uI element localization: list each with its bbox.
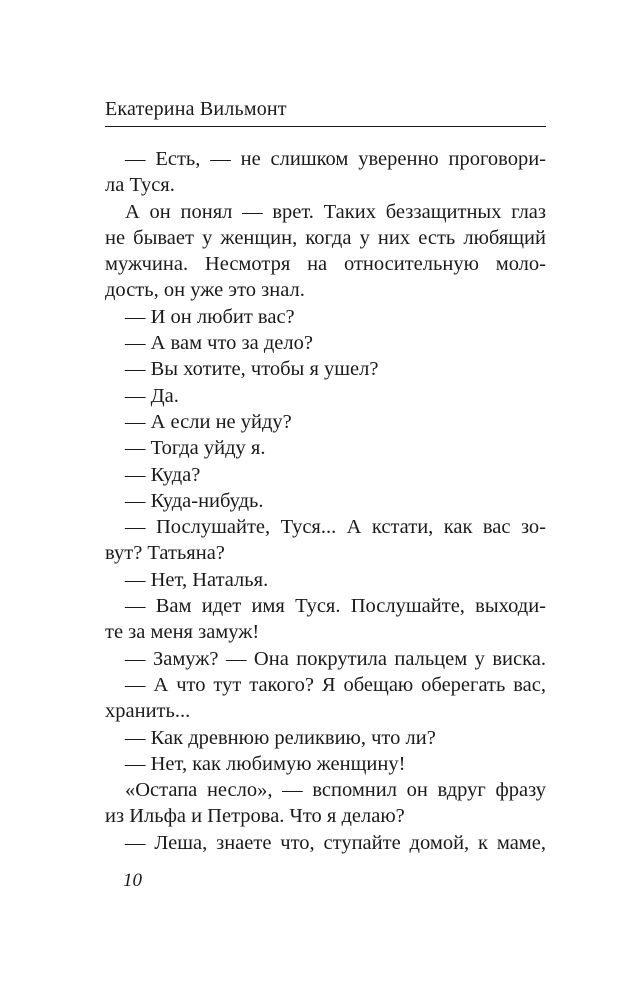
running-head: Екатерина Вильмонт — [105, 98, 287, 120]
text-line: не бывает у женщин, когда у них есть любящий — [105, 226, 546, 249]
text-line: из Ильфа и Петрова. Что я делаю? — [105, 805, 405, 828]
header-rule — [105, 126, 546, 127]
page-number: 10 — [123, 870, 142, 891]
text-line: — Вы хотите, чтобы я ушел? — [125, 358, 379, 381]
text-line: — Куда-нибудь. — [125, 489, 264, 512]
text-line: те за меня замуж! — [105, 621, 260, 644]
text-line: — А что тут такого? Я обещаю оберегать вас, — [125, 673, 546, 696]
text-line: — И он любит вас? — [125, 305, 295, 328]
text-line: — Вам идет имя Туся. Послушайте, выходи- — [125, 595, 546, 618]
body-text — [105, 146, 546, 856]
text-line: — Леша, знаете что, ступайте домой, к маме, — [125, 831, 546, 854]
text-line: — Да. — [125, 384, 179, 407]
text-line: — Есть, — не слишком уверенно проговори- — [125, 148, 546, 170]
text-line: — Как древнюю реликвию, что ли? — [125, 726, 436, 749]
text-line: — Замуж? — Она покрутила пальцем у виска. — [125, 647, 546, 670]
text-line: — А вам что за дело? — [125, 332, 313, 355]
text-line: — А если не уйду? — [125, 410, 292, 433]
text-line: дость, он уже это знал. — [105, 279, 305, 302]
text-line: — Куда? — [125, 463, 201, 486]
text-line: — Нет, Наталья. — [125, 568, 269, 591]
text-line: мужчина. Несмотря на относительную моло- — [105, 253, 546, 276]
text-line: ла Туся. — [105, 174, 175, 197]
text-line: — Нет, как любимую женщину! — [125, 752, 406, 775]
text-line: вут? Татьяна? — [105, 542, 225, 565]
text-line: «Остапа несло», — вспомнил он вдруг фразу — [125, 779, 546, 802]
text-line: — Тогда уйду я. — [125, 437, 266, 460]
text-line: А он понял — врет. Таких беззащитных глаз — [125, 200, 546, 223]
text-line: — Послушайте, Туся... А кстати, как вас зо- — [125, 516, 546, 539]
text-line: хранить... — [105, 700, 191, 723]
